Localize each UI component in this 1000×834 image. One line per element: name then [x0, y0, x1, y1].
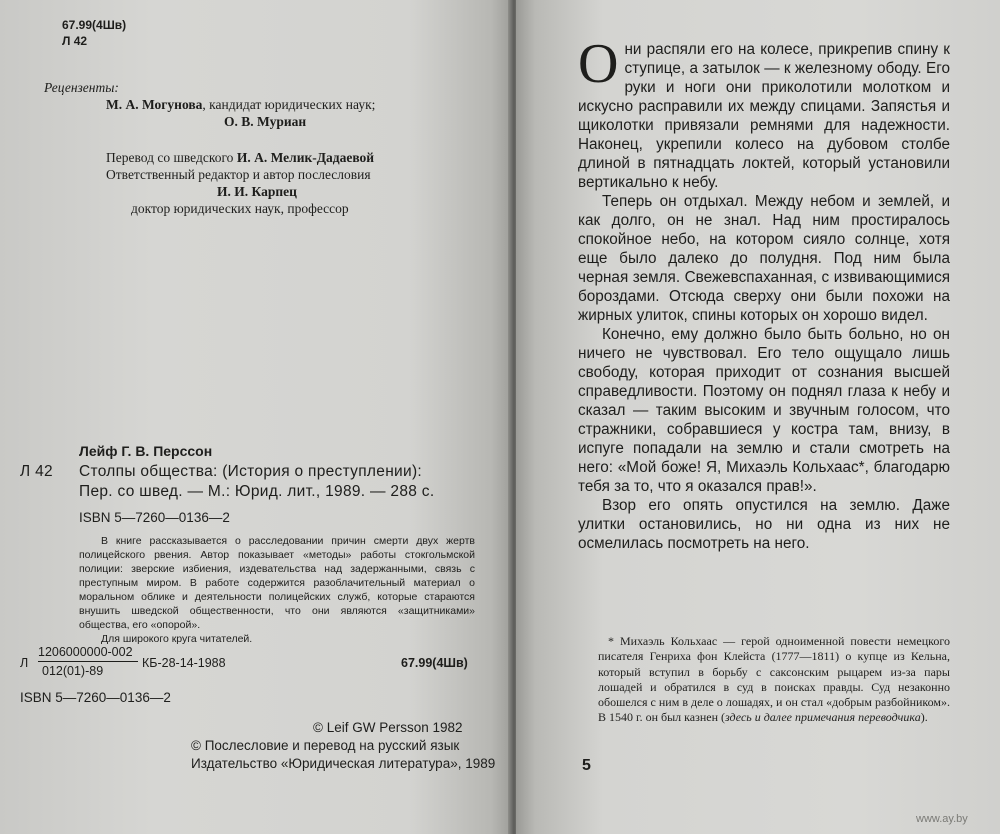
code-denominator: 012(01)-89: [42, 664, 104, 678]
editor-name: И. И. Карпец: [217, 184, 297, 199]
reviewer-1: [106, 96, 375, 114]
top-code: 67.99(4Шв): [62, 18, 127, 32]
copyright-author: © Leif GW Persson 1982: [313, 720, 463, 735]
paragraph-2: Теперь он отдыхал. Между небом и землей, и как долго, он не знал. Над ним простиралось спокойное небо, на котором сияло солнце, хотя еще было далеко до полудня. Под ним была черная земля. Свежевспаханная, с извивающимися бороздами. Отсюда сверху они были похожи на жирных улиток, спины которых он хорошо видел.: [578, 193, 950, 324]
annotation: [79, 534, 475, 646]
reviewer-1-name: М. А. Могунова: [106, 97, 203, 112]
code-numerator: 1206000000-002: [38, 645, 133, 659]
translation-credit: [106, 149, 374, 167]
copyright-translation: © Послесловие и перевод на русский язык: [191, 738, 460, 753]
bib-line-2: Пер. со швед. — М.: Юрид. лит., 1989. — 288 с.: [79, 483, 435, 500]
annotation-audience: Для широкого круга читателей.: [101, 633, 253, 645]
right-page: [516, 0, 1000, 834]
footnote: [598, 634, 950, 726]
watermark: www.ay.by: [916, 813, 968, 825]
paragraph-1-text: ни распяли его на колесе, прикрепив спину к ступице, а затылок — к железному ободу. Его руки и ноги они приколотили молотком и искусно расправили их между спицами. Запястья и щиколотки привязали ремнями для надежности. Наконец, укрепили колесо на дубовом столбе длиной в пятнадцать локтей, который установили вертикально к небу.: [578, 41, 950, 191]
reviewers-label: Рецензенты:: [44, 80, 119, 95]
code-kb: КБ-28-14-1988: [142, 656, 226, 670]
fraction-line: [38, 661, 138, 662]
footnote-text: [598, 634, 950, 726]
bib-index: Л 42: [20, 463, 53, 480]
footnote-end: ).: [920, 710, 928, 725]
paragraph-4: Взор его опять опустился на землю. Даже улитки остановились, но ни одна из них не осмелилась посмотреть на него.: [578, 497, 950, 552]
copyright-publisher: Издательство «Юридическая литература», 1989: [191, 756, 496, 771]
paragraph-1: [578, 33, 950, 192]
dropcap: О: [578, 33, 619, 95]
reviewer-2-name: О. В. Муриан: [224, 114, 307, 129]
footnote-main: * Михаэль Кольхаас — герой одноименной повести немецкого писателя Генриха фон Клейста (1777—1811) о купце из Кельна, который вступил в борьбу с саксонским рыцарем из-за пары лошадей и обратился в суд в поисках правды. Суд незаконно обошелся с ним в деле о лошадях, и он стал «добрым разбойником». В 1540 г. он был казнен (: [598, 634, 950, 725]
code-right: 67.99(4Шв): [401, 656, 468, 670]
footnote-italic: здесь и далее примечания переводчика: [725, 710, 921, 725]
isbn-bottom: ISBN 5—7260—0136—2: [20, 690, 171, 705]
isbn-top: ISBN 5—7260—0136—2: [79, 510, 230, 525]
reviewer-1-title: , кандидат юридических наук;: [202, 97, 376, 112]
code-letter: Л: [20, 656, 29, 670]
annotation-text: В книге рассказывается о расследовании причин смерти двух жертв полицейского рвения. Автор показывает «методы» работы стокгольмской полиции: зверские избиения, издевательства над задержанными, связь с преступным миром. В работе содержится разоблачительный материал о моральном облике и деятельности полицейских служб, которые стараются внушить шведской общественности, что они являются «защитниками» общества, его «опорой».: [79, 535, 475, 631]
translation-prefix: Перевод со шведского: [106, 150, 234, 165]
top-index: Л 42: [62, 34, 88, 48]
editor-title: доктор юридических наук, профессор: [131, 201, 349, 216]
paragraph-3: Конечно, ему должно было быть больно, но он ничего не чувствовал. Его тело ощущало лишь свободу, которая приходит от сознания высшей справедливости. Поэтому он поднял глаза к небу и сказал — таким высоким и звучным голосом, что стражники, собравшиеся у костра там, внизу, в испуге попадали на землю и стали смотреть на него: «Мой боже! Я, Михаэль Кольхаас*, благодарю тебя за то, что я оказался прав!».: [578, 326, 950, 495]
bib-line-1: Столпы общества: (История о преступлении):: [79, 463, 423, 480]
translator-name: И. А. Мелик-Дадаевой: [236, 150, 375, 165]
main-text: [578, 33, 950, 553]
editor-role: Ответственный редактор и автор послесловия: [106, 167, 371, 182]
page-number: 5: [582, 757, 591, 774]
author-name: Лейф Г. В. Перссон: [79, 443, 213, 459]
